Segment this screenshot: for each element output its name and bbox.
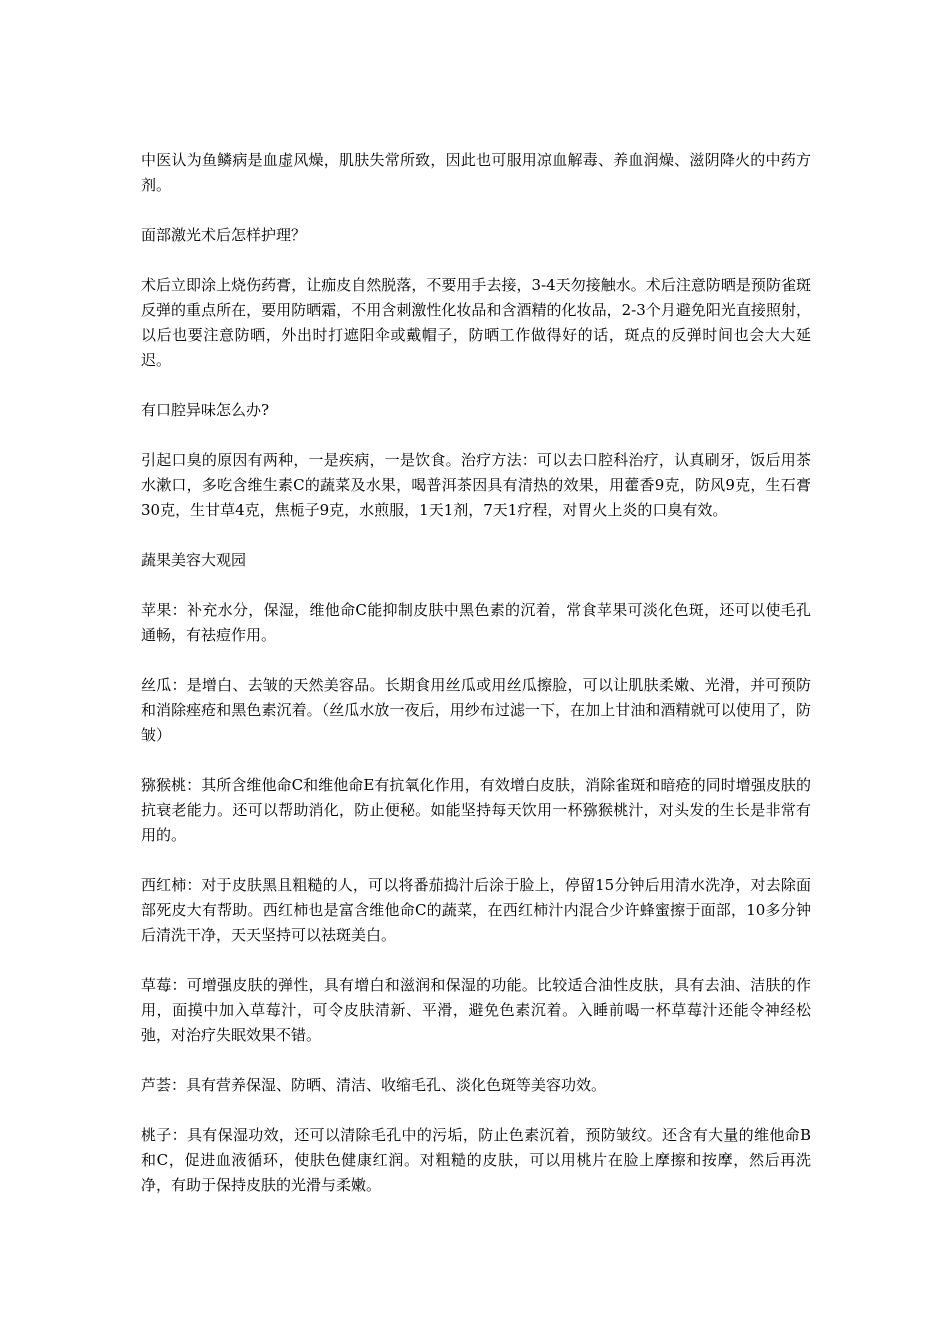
paragraph-aloe: 芦荟：具有营养保湿、防晒、清洁、收缩毛孔、淡化色斑等美容功效。 <box>141 1076 607 1094</box>
paragraph-bad-breath: 引起口臭的原因有两种，一是疾病，一是饮食。治疗方法：可以去口腔科治疗，认真刷牙，饭后用茶水漱口，多吃含维生素C的蔬菜及水果，喝普洱茶因具有清热的效果，用藿香9克，防风9克，生石膏30克，生甘草4克，焦栀子9克，水煎服，1天1剂，7天1疗程，对胃火上炎的口臭有效。 <box>141 451 811 519</box>
paragraph-laser-aftercare: 术后立即涂上烧伤药膏，让痂皮自然脱落，不要用手去接，3-4天勿接触水。术后注意防晒是预防雀斑反弹的重点所在，要用防晒霜，不用含刺激性化妆品和含酒精的化妆品，2-3个月避免阳光直接照射，以后也要注意防晒，外出时打遮阳伞或戴帽子，防晒工作做得好的话，斑点的反弹时间也会大大延迟。 <box>141 276 811 369</box>
paragraph-tomato: 西红柿：对于皮肤黑且粗糙的人，可以将番茄捣汁后涂于脸上，停留15分钟后用清水洗净，对去除面部死皮大有帮助。西红柿也是富含维他命C的蔬菜，在西红柿汁内混合少许蜂蜜擦于面部，10多分钟后清洗干净，天天坚持可以祛斑美白。 <box>141 876 811 944</box>
document-body <box>141 148 811 1223</box>
paragraph-kiwi: 猕猴桃：其所含维他命C和维他命E有抗氧化作用，有效增白皮肤，消除雀斑和暗疮的同时增强皮肤的抗衰老能力。还可以帮助消化，防止便秘。如能坚持每天饮用一杯猕猴桃汁，对头发的生长是非常有用的。 <box>141 776 811 844</box>
paragraph-loofah: 丝瓜：是增白、去皱的天然美容品。长期食用丝瓜或用丝瓜擦脸，可以让肌肤柔嫩、光滑，并可预防和消除痤疮和黑色素沉着。（丝瓜水放一夜后，用纱布过滤一下，在加上甘油和酒精就可以使用了，防皱） <box>141 676 811 744</box>
paragraph-peach: 桃子：具有保湿功效，还可以清除毛孔中的污垢，防止色素沉着，预防皱纹。还含有大量的维他命B和C，促进血液循环，使肤色健康红润。对粗糙的皮肤，可以用桃片在脸上摩擦和按摩，然后再洗净，有助于保持皮肤的光滑与柔嫩。 <box>141 1126 811 1194</box>
paragraph-strawberry: 草莓：可增强皮肤的弹性，具有增白和滋润和保湿的功能。比较适合油性皮肤，具有去油、洁肤的作用，面摸中加入草莓汁，可令皮肤清新、平滑，避免色素沉着。入睡前喝一杯草莓汁还能令神经松弛，对治疗失眠效果不错。 <box>141 976 811 1044</box>
heading-laser-aftercare: 面部激光术后怎样护理？ <box>141 226 307 244</box>
heading-fruit-vegetable-beauty: 蔬果美容大观园 <box>141 551 247 569</box>
paragraph-ichthyosis-tcm: 中医认为鱼鳞病是血虚风燥，肌肤失常所致，因此也可服用凉血解毒、养血润燥、滋阴降火的中药方剂。 <box>141 151 811 194</box>
paragraph-apple: 苹果：补充水分，保湿，维他命C能抑制皮肤中黑色素的沉着，常食苹果可淡化色斑，还可以使毛孔通畅，有祛痘作用。 <box>141 601 811 644</box>
heading-bad-breath: 有口腔异味怎么办? <box>141 401 270 419</box>
